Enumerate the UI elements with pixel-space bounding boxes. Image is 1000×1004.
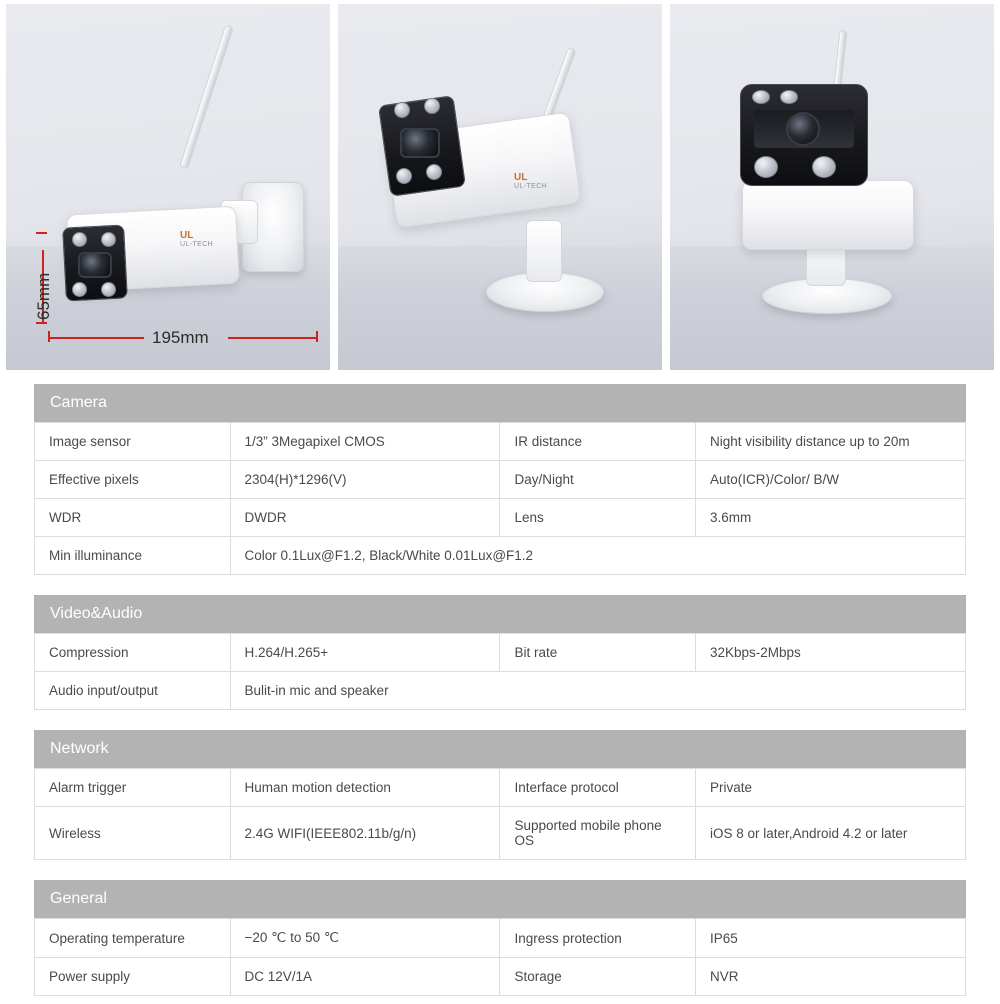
spec-label: Supported mobile phone OS — [500, 807, 696, 860]
spec-value: DC 12V/1A — [230, 958, 500, 996]
spec-block-title: Camera — [34, 384, 966, 422]
table-row — [35, 958, 966, 996]
table-row — [35, 634, 966, 672]
spec-label: Min illuminance — [35, 537, 231, 575]
ir-led — [424, 98, 440, 114]
spec-label: Operating temperature — [35, 919, 231, 958]
ir-led — [101, 232, 116, 247]
spec-value: H.264/H.265+ — [230, 634, 500, 672]
spec-value: −20 ℃ to 50 ℃ — [230, 919, 500, 958]
spec-block-title: Network — [34, 730, 966, 768]
camera-body — [742, 180, 914, 250]
spec-label: IR distance — [500, 423, 696, 461]
spec-block-general — [34, 880, 966, 996]
camera-lens — [78, 252, 112, 278]
ir-led — [394, 102, 410, 118]
spec-block-title: Video&Audio — [34, 595, 966, 633]
spec-label: Bit rate — [500, 634, 696, 672]
spec-value: Human motion detection — [230, 769, 500, 807]
table-row — [35, 769, 966, 807]
ir-led — [754, 156, 778, 178]
spec-label: Day/Night — [500, 461, 696, 499]
spec-block-video-audio — [34, 595, 966, 710]
specifications-section — [0, 370, 1000, 1004]
spec-table — [34, 422, 966, 575]
antenna-icon — [179, 24, 234, 169]
spec-label: WDR — [35, 499, 231, 537]
camera-lens — [400, 128, 440, 158]
spec-label: Storage — [500, 958, 696, 996]
spec-value: 2304(H)*1296(V) — [230, 461, 500, 499]
ir-led — [426, 164, 442, 180]
ir-led — [72, 232, 87, 247]
spec-value: IP65 — [695, 919, 965, 958]
width-dimension-line — [228, 337, 318, 339]
width-dimension-cap — [316, 331, 318, 342]
table-row — [35, 919, 966, 958]
spec-label: Effective pixels — [35, 461, 231, 499]
spec-value: Night visibility distance up to 20m — [695, 423, 965, 461]
product-photo-front-right — [338, 4, 662, 370]
spec-label: Audio input/output — [35, 672, 231, 710]
spec-block-network — [34, 730, 966, 860]
spec-value: 2.4G WIFI(IEEE802.11b/g/n) — [230, 807, 500, 860]
ir-led — [752, 90, 770, 104]
spec-value: DWDR — [230, 499, 500, 537]
spec-block-camera — [34, 384, 966, 575]
mount-arm — [526, 220, 562, 282]
brand-logo: UL UL-TECH — [514, 172, 548, 190]
table-row — [35, 672, 966, 710]
product-image-strip — [0, 0, 1000, 370]
spec-table — [34, 918, 966, 996]
table-row — [35, 461, 966, 499]
spec-value: iOS 8 or later,Android 4.2 or later — [695, 807, 965, 860]
spec-label: Interface protocol — [500, 769, 696, 807]
brand-logo: UL UL-TECH — [180, 230, 214, 248]
ir-led — [101, 282, 116, 297]
spec-value: Private — [695, 769, 965, 807]
spec-label: Compression — [35, 634, 231, 672]
spec-label: Lens — [500, 499, 696, 537]
photo-floor — [338, 246, 662, 370]
width-dimension-label: 195mm — [152, 328, 209, 347]
spec-table — [34, 633, 966, 710]
spec-label: Power supply — [35, 958, 231, 996]
spec-value: 1/3” 3Megapixel CMOS — [230, 423, 500, 461]
spec-value: Bulit-in mic and speaker — [230, 672, 966, 710]
width-dimension-line — [48, 337, 144, 339]
product-photo-angle-left — [6, 4, 330, 370]
height-dimension-cap — [36, 322, 47, 324]
height-dimension-label: 65mm — [34, 272, 53, 320]
table-row — [35, 499, 966, 537]
ir-led — [72, 282, 87, 297]
spec-label: Ingress protection — [500, 919, 696, 958]
spec-label: Alarm trigger — [35, 769, 231, 807]
spec-value: 32Kbps-2Mbps — [695, 634, 965, 672]
height-dimension-cap — [36, 232, 47, 234]
spec-label: Image sensor — [35, 423, 231, 461]
spec-value: 3.6mm — [695, 499, 965, 537]
width-dimension-cap — [48, 331, 50, 342]
spec-label: Wireless — [35, 807, 231, 860]
ir-led — [396, 168, 412, 184]
ir-led — [780, 90, 798, 104]
spec-value: Color 0.1Lux@F1.2, Black/White 0.01Lux@F1.2 — [230, 537, 966, 575]
camera-lens — [786, 112, 820, 146]
spec-block-title: General — [34, 880, 966, 918]
product-photo-front — [670, 4, 994, 370]
table-row — [35, 537, 966, 575]
table-row — [35, 807, 966, 860]
ir-led — [812, 156, 836, 178]
spec-table — [34, 768, 966, 860]
spec-value: NVR — [695, 958, 965, 996]
table-row — [35, 423, 966, 461]
spec-value: Auto(ICR)/Color/ B/W — [695, 461, 965, 499]
